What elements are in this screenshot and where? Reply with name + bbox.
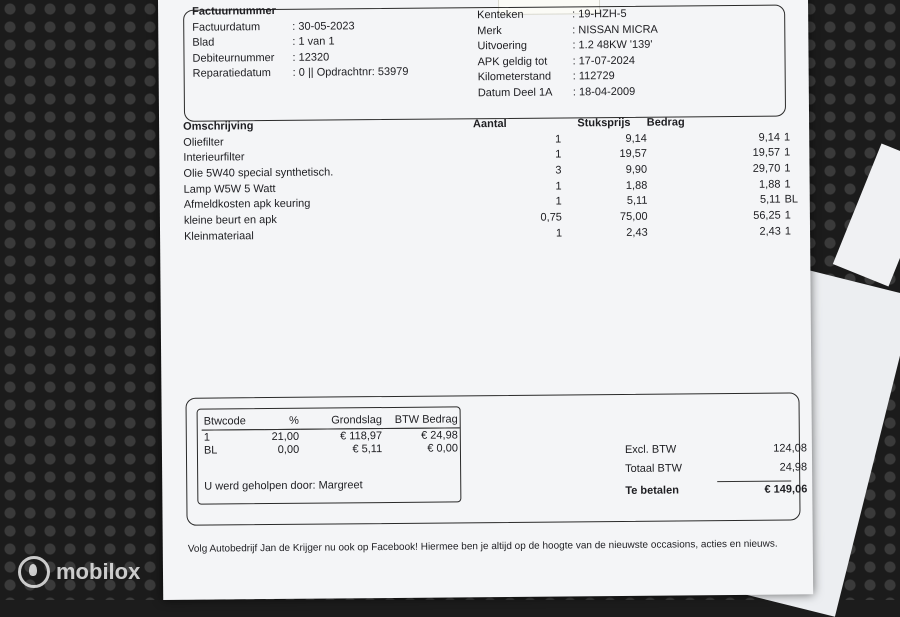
- btw-pct: 21,00: [271, 430, 300, 443]
- invoice-header-box: [183, 5, 786, 122]
- line-qty: 1: [555, 180, 562, 193]
- line-qty: 1: [555, 148, 562, 161]
- mobilox-logo-icon: [18, 556, 50, 588]
- btw-amount: € 0,00: [427, 441, 458, 455]
- header-field: Kenteken : 19-HZH-5: [477, 7, 627, 22]
- btw-row: [202, 441, 460, 456]
- line-amount: 56,25: [753, 209, 781, 222]
- line-amount: 1,88: [758, 178, 781, 191]
- excl-btw-row: Excl. BTW 124,08: [624, 442, 807, 456]
- header-right-fields: [477, 7, 658, 102]
- line-price: 9,90: [625, 163, 648, 176]
- invoice-lines-table: [183, 113, 810, 244]
- btw-base: € 118,97: [340, 429, 383, 442]
- line-qty: 3: [555, 164, 562, 177]
- header-field: Reparatiedatum : 0 || Opdrachtnr: 53979: [192, 65, 409, 80]
- btw-code: BL: [203, 443, 218, 457]
- line-code: BL: [784, 193, 799, 206]
- line-qty: 1: [555, 133, 562, 146]
- line-desc: Olie 5W40 special synthetisch.: [183, 166, 334, 180]
- btw-code: 1: [203, 431, 210, 444]
- line-qty: 1: [555, 195, 562, 208]
- watermark-text: mobilox: [56, 559, 141, 584]
- invoice-paper: [158, 0, 813, 600]
- btw-amount: € 24,98: [421, 428, 458, 442]
- header-field: Kilometerstand : 112729: [477, 70, 615, 84]
- amount-due-row: Te betalen € 149,06: [625, 483, 808, 497]
- table-header-row: Omschrijving Aantal Stuksprijs Bedrag: [183, 116, 685, 133]
- totals-box: [185, 392, 808, 525]
- helped-by-text: U werd geholpen door: Margreet: [204, 479, 363, 493]
- header-field: Blad : 1 van 1: [192, 35, 335, 49]
- totals-summary: [625, 442, 808, 504]
- facebook-notice: Volg Autobedrijf Jan de Krijger nu ook op Facebook! Hiermee ben je altijd op de hoogte van de nieuwste occasions, acties en nieuws.: [187, 538, 778, 555]
- line-price: 2,43: [626, 226, 648, 239]
- line-code: 1: [784, 209, 791, 222]
- line-amount: 29,70: [752, 162, 781, 175]
- line-desc: Interieurfilter: [183, 151, 245, 165]
- line-amount: 5,11: [759, 193, 781, 207]
- header-field: Datum Deel 1A : 18-04-2009: [477, 85, 636, 99]
- btw-base: € 5,11: [352, 442, 383, 455]
- line-price: 19,57: [619, 147, 648, 161]
- line-desc: Lamp W5W 5 Watt: [183, 182, 276, 196]
- line-amount: 2,43: [759, 225, 781, 238]
- header-field: APK geldig tot : 17-07-2024: [477, 54, 635, 68]
- line-price: 5,11: [626, 195, 648, 208]
- line-price: 75,00: [619, 210, 648, 223]
- line-amount: 19,57: [752, 146, 781, 160]
- header-field: Factuurnummer: [192, 4, 276, 18]
- line-price: 1,88: [625, 179, 648, 192]
- line-price: 9,14: [625, 132, 647, 145]
- line-desc: kleine beurt en apk: [183, 213, 277, 227]
- line-qty: 0,75: [540, 211, 562, 224]
- btw-header-row: Btwcode % Grondslag BTW Bedrag: [202, 411, 460, 430]
- btw-table: [202, 411, 460, 456]
- line-code: 1: [784, 146, 791, 159]
- line-code: 1: [783, 131, 791, 144]
- total-btw-row: Totaal BTW 24,98: [625, 461, 808, 475]
- line-qty: 1: [555, 227, 563, 240]
- header-field: Debiteurnummer : 12320: [192, 51, 330, 65]
- line-code: 1: [784, 178, 791, 191]
- header-field: Merk : NISSAN MICRA: [477, 23, 658, 37]
- header-field: Uitvoering : 1.2 48KW '139': [477, 38, 653, 53]
- watermark-logo: [18, 556, 140, 588]
- btw-pct: 0,00: [277, 443, 300, 456]
- line-amount: 9,14: [758, 131, 781, 144]
- header-field: Factuurdatum : 30-05-2023: [192, 19, 355, 34]
- btw-summary-box: [197, 406, 462, 504]
- line-desc: Kleinmateriaal: [184, 229, 254, 243]
- line-desc: Oliefilter: [183, 135, 224, 149]
- header-left-fields: [192, 3, 408, 82]
- line-code: 1: [784, 162, 791, 175]
- line-code: 1: [784, 225, 792, 238]
- line-desc: Afmeldkosten apk keuring: [183, 197, 311, 212]
